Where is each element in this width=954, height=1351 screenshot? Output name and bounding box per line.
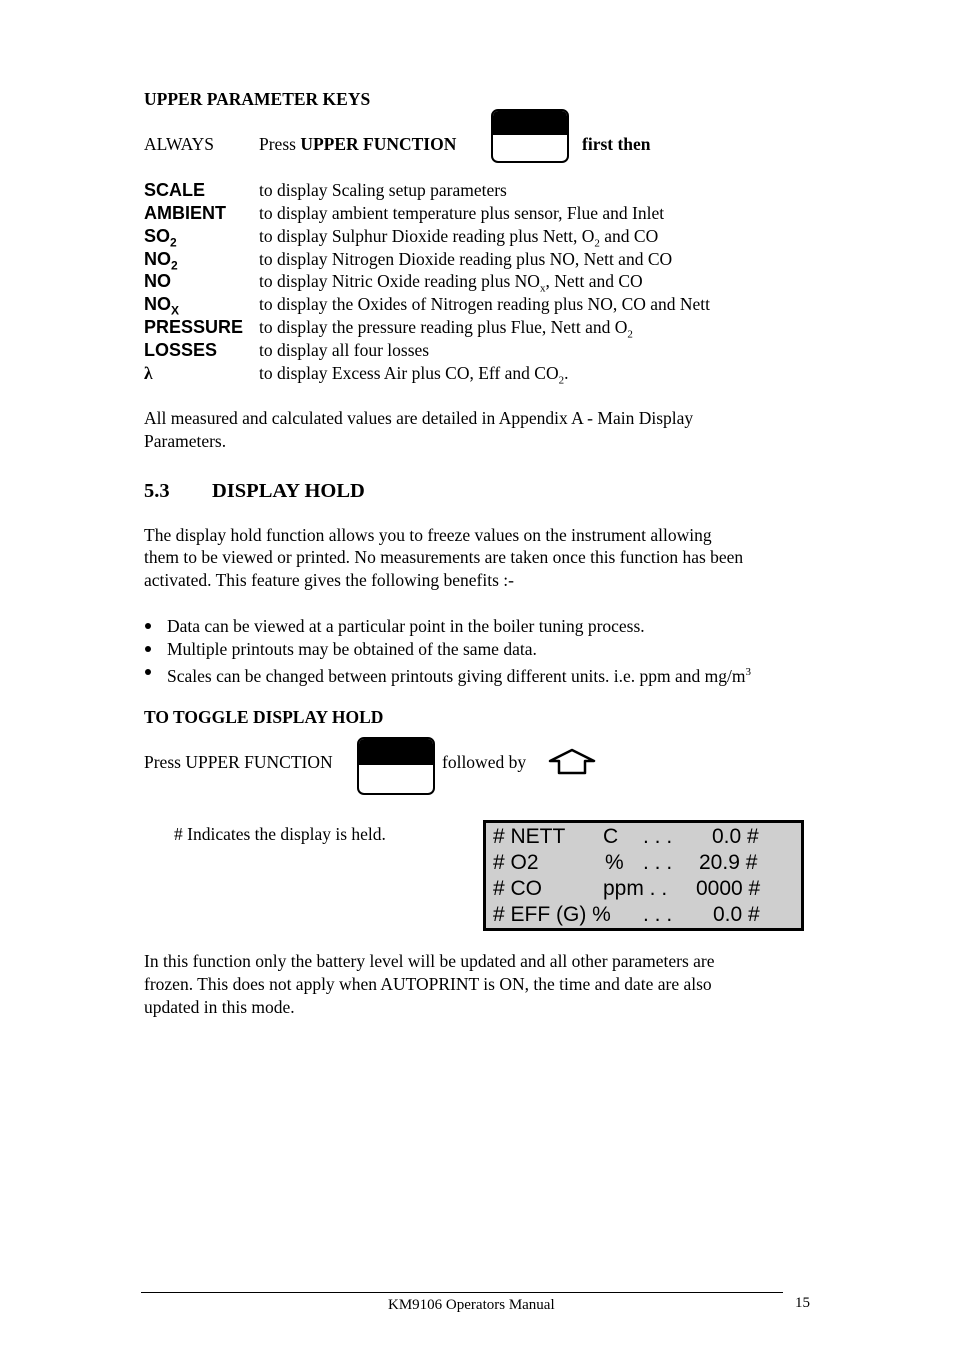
key-desc-lambda: to display Excess Air plus CO, Eff and $CO_2$.: [259, 363, 569, 387]
lcd-value: 0000 #: [696, 877, 761, 900]
lcd-unit: ppm . .: [603, 877, 668, 900]
key-name-no: NO: [144, 271, 171, 291]
key-name-ambient: AMBIENT: [144, 203, 226, 223]
lcd-dots: . . .: [643, 851, 673, 874]
press-text: Press: [259, 134, 301, 154]
footer-rule: [141, 1292, 783, 1293]
lcd-label: # O2: [493, 851, 539, 874]
lcd-display: [483, 820, 804, 931]
page-number: 15: [795, 1295, 810, 1311]
key-desc-losses: to display all four losses: [259, 340, 430, 360]
key-name-so2: $SO_2$: [144, 226, 177, 250]
key-name-scale: SCALE: [144, 180, 206, 200]
lcd-dots: . . .: [643, 903, 673, 926]
closing-line-3: updated in this mode.: [144, 997, 295, 1017]
benefit-item-3: Scales can be changed between printouts giving different units. i.e. ppm and $mg/m^3$: [167, 665, 751, 686]
followed-by-text: followed by: [442, 752, 527, 772]
lcd-dots: . . .: [643, 825, 673, 848]
always-label: ALWAYS: [144, 134, 215, 154]
toggle-heading: TO TOGGLE DISPLAY HOLD: [144, 707, 384, 727]
benefit-item-2: Multiple printouts may be obtained of the same data.: [167, 639, 537, 659]
lcd-unit: %: [605, 851, 624, 874]
key-name-no2: $NO_2$: [144, 249, 178, 273]
lcd-unit: C: [603, 825, 619, 848]
key-desc-so2: to display Sulphur Dioxide reading plus Nett, $O_2$ and CO: [259, 226, 659, 250]
bullet-icon: [145, 646, 151, 652]
intro-line-1: The display hold function allows you to freeze values on the instrument allowing: [144, 525, 712, 545]
key-desc-no: to display Nitric Oxide reading plus $NO_x$, Nett and CO: [259, 271, 643, 295]
section-title: DISPLAY HOLD: [212, 480, 365, 502]
key-name-losses: LOSSES: [144, 340, 218, 360]
upper-function-key-icon: [491, 109, 569, 163]
upper-function-key-icon: [357, 737, 435, 795]
key-desc-nox: to display the Oxides of Nitrogen reading plus NO, CO and Nett: [259, 294, 711, 314]
lcd-label: # NETT: [493, 825, 566, 848]
bullet-icon: [145, 669, 151, 675]
always-instruction: [259, 133, 456, 156]
section-number: 5.3: [144, 480, 170, 502]
upper-keys-heading: UPPER PARAMETER KEYS: [144, 89, 371, 109]
key-desc-ambient: to display ambient temperature plus sensor, Flue and Inlet: [259, 203, 665, 223]
lcd-value: 0.0 #: [712, 825, 759, 848]
key-desc-no2: to display Nitrogen Dioxide reading plus NO, Nett and CO: [259, 249, 673, 269]
key-desc-pressure: to display the pressure reading plus Flue, Nett and $O_2$: [259, 317, 633, 341]
lcd-label: # EFF (G) %: [493, 903, 611, 926]
upper-function-label: UPPER FUNCTION: [300, 134, 457, 154]
shift-arrow-icon: [547, 747, 597, 777]
footer-manual-title: KM9106 Operators Manual: [388, 1297, 555, 1313]
appendix-note-line-2: Parameters.: [144, 431, 227, 451]
hold-note: # Indicates the display is held.: [174, 824, 386, 844]
closing-line-1: In this function only the battery level will be updated and all other parameters are: [144, 951, 715, 971]
closing-line-2: frozen. This does not apply when AUTOPRINT is ON, the time and date are also: [144, 974, 712, 994]
benefit-item-1: Data can be viewed at a particular point in the boiler tuning process.: [167, 616, 645, 636]
key-desc-scale: to display Scaling setup parameters: [259, 180, 507, 200]
key-name-nox: $NO_X$: [144, 294, 180, 318]
lcd-label: # CO: [493, 877, 543, 900]
intro-line-2: them to be viewed or printed. No measurements are taken once this function has been: [144, 547, 744, 567]
first-then-label: first then: [582, 134, 651, 154]
key-name-pressure: PRESSURE: [144, 317, 244, 337]
appendix-note-line-1: All measured and calculated values are detailed in Appendix A - Main Display: [144, 408, 694, 428]
bullet-icon: [145, 623, 151, 629]
intro-line-3: activated. This feature gives the following benefits :-: [144, 570, 514, 590]
lcd-value: 20.9 #: [699, 851, 758, 874]
lcd-value: 0.0 #: [713, 903, 760, 926]
key-name-lambda: λ: [144, 363, 153, 383]
toggle-press-text: Press UPPER FUNCTION: [144, 752, 333, 772]
